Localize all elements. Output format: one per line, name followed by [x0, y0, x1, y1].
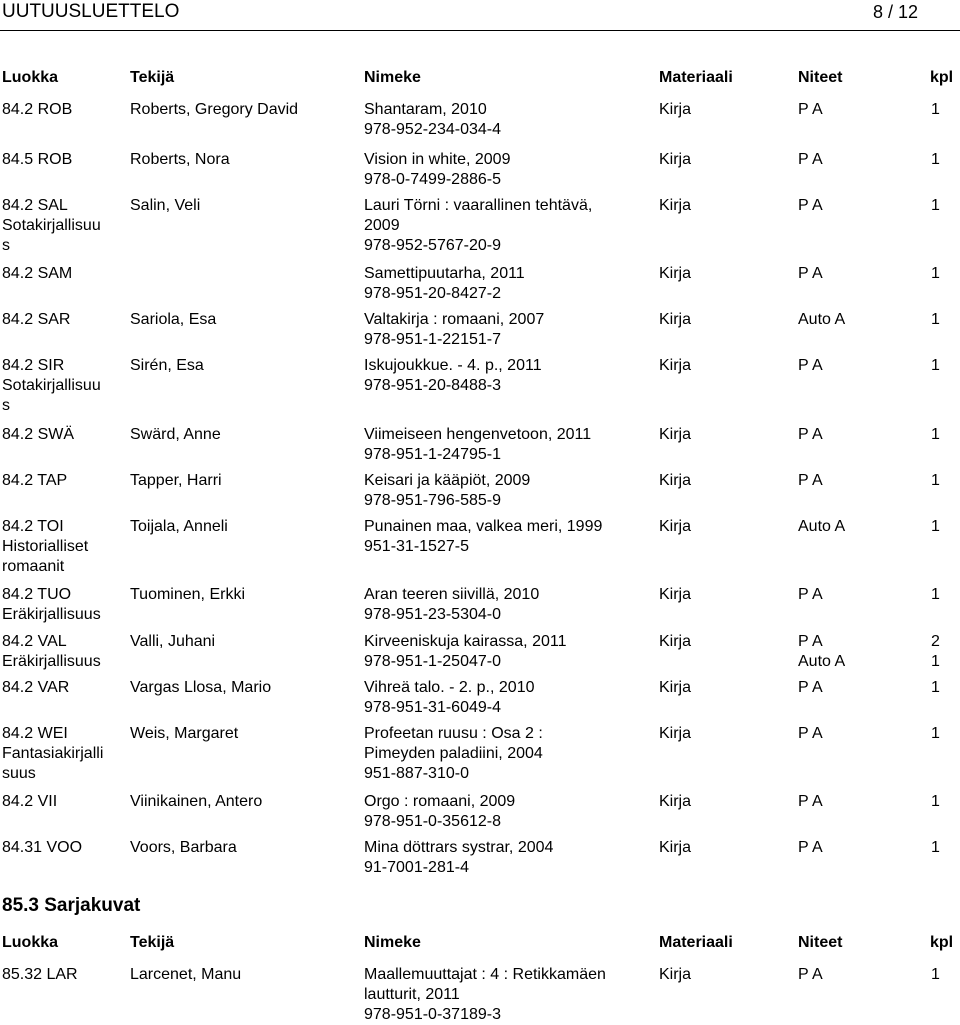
niteet-cell-line: P A: [798, 357, 823, 374]
niteet-cell: [798, 264, 823, 284]
luokka-cell: [2, 425, 74, 445]
nimeke-cell-line: 978-951-1-22151-7: [364, 331, 501, 348]
luokka-cell-line: s: [2, 237, 10, 254]
tekija-cell: [130, 632, 215, 652]
nimeke-cell-line: 91-7001-281-4: [364, 859, 469, 876]
nimeke-cell: [364, 356, 542, 396]
materiaali-cell: [659, 150, 691, 170]
tekija-cell: [130, 517, 228, 537]
kpl-cell-line: 1: [931, 311, 940, 328]
nimeke-cell: [364, 632, 566, 672]
niteet-cell-line: P A: [798, 839, 823, 856]
niteet-cell-line: P A: [798, 725, 823, 742]
niteet-cell-line: P A: [798, 151, 823, 168]
nimeke-cell: [364, 196, 592, 256]
luokka-cell: [2, 678, 69, 698]
nimeke-cell-line: 978-951-1-24795-1: [364, 446, 501, 463]
luokka-cell: [2, 471, 67, 491]
kpl-cell-line: 1: [931, 839, 940, 856]
luokka-cell-line: 84.2 TAP: [2, 472, 68, 489]
niteet-cell: [798, 471, 823, 491]
luokka-cell-line: 84.2 SIR: [2, 357, 65, 374]
materiaali-cell-line: Kirja: [659, 311, 692, 328]
materiaali-cell-line: Kirja: [659, 966, 692, 983]
page-header: [0, 0, 960, 24]
nimeke-cell-line: Mina döttrars systrar, 2004: [364, 839, 554, 856]
niteet-cell-line: P A: [798, 633, 823, 650]
kpl-cell: [931, 965, 940, 985]
materiaali-cell: [659, 264, 691, 284]
luokka-cell: [2, 100, 72, 120]
materiaali-cell-line: Kirja: [659, 101, 692, 118]
luokka-cell: [2, 965, 78, 985]
materiaali-cell: [659, 471, 691, 491]
tekija-cell-line: Viinikainen, Antero: [130, 793, 263, 810]
tekija-cell: [130, 310, 216, 330]
nimeke-cell-line: 978-951-20-8488-3: [364, 377, 501, 394]
niteet-cell: [798, 678, 823, 698]
niteet-cell-line: P A: [798, 197, 823, 214]
col-kpl: kpl: [930, 69, 954, 86]
tekija-cell-line: Larcenet, Manu: [130, 966, 242, 983]
luokka-cell: [2, 196, 101, 256]
luokka-cell: [2, 792, 57, 812]
column-header-row: [0, 68, 960, 88]
niteet-cell-line: P A: [798, 793, 823, 810]
niteet-cell: [798, 100, 823, 120]
kpl-cell: [931, 196, 940, 216]
nimeke-cell-line: Aran teeren siivillä, 2010: [364, 586, 540, 603]
tekija-cell: [130, 965, 241, 985]
niteet-cell: [798, 724, 823, 744]
tekija-cell: [130, 792, 262, 812]
luokka-cell-line: 84.2 ROB: [2, 101, 73, 118]
nimeke-cell-line: 978-952-234-034-4: [364, 121, 501, 138]
kpl-cell-line: 1: [931, 426, 940, 443]
luokka-cell-line: 84.5 ROB: [2, 151, 73, 168]
tekija-cell: [130, 150, 230, 170]
nimeke-cell-line: Punainen maa, valkea meri, 1999: [364, 518, 603, 535]
luokka-cell-line: 84.2 TUO: [2, 586, 72, 603]
materiaali-cell: [659, 196, 691, 216]
materiaali-cell: [659, 517, 691, 537]
luokka-cell-line: Historialliset: [2, 538, 89, 555]
kpl-cell: [931, 678, 940, 698]
luokka-cell-line: Sotakirjallisuu: [2, 377, 101, 394]
kpl-cell-line: 1: [931, 197, 940, 214]
niteet-cell: [798, 838, 823, 858]
col-kpl: kpl: [930, 934, 954, 951]
col-niteet: Niteet: [798, 69, 843, 86]
luokka-cell: [2, 838, 82, 858]
kpl-cell-line: 1: [931, 472, 940, 489]
luokka-cell-line: 84.2 VII: [2, 793, 58, 810]
nimeke-cell: [364, 792, 515, 832]
nimeke-cell: [364, 678, 534, 718]
niteet-cell: [798, 965, 823, 985]
page-number: 8 / 12: [872, 2, 918, 22]
nimeke-cell-line: Keisari ja kääpiöt, 2009: [364, 472, 531, 489]
kpl-cell-line: 1: [931, 265, 940, 282]
nimeke-cell: [364, 310, 544, 350]
kpl-cell: [931, 356, 940, 376]
kpl-cell: [931, 425, 940, 445]
kpl-cell: [931, 792, 940, 812]
materiaali-cell-line: Kirja: [659, 518, 692, 535]
luokka-cell-line: 84.2 WEI: [2, 725, 68, 742]
nimeke-cell-line: Valtakirja : romaani, 2007: [364, 311, 545, 328]
nimeke-cell: [364, 150, 510, 190]
nimeke-cell-line: 951-31-1527-5: [364, 538, 469, 555]
tekija-cell-line: Valli, Juhani: [130, 633, 216, 650]
materiaali-cell-line: Kirja: [659, 679, 692, 696]
niteet-cell-line: P A: [798, 679, 823, 696]
tekija-cell: [130, 196, 200, 216]
nimeke-cell-line: Vision in white, 2009: [364, 151, 511, 168]
luokka-cell-line: 84.2 SWÄ: [2, 426, 75, 443]
document-title: UUTUUSLUETTELO: [2, 1, 180, 22]
luokka-cell-line: 84.2 SAR: [2, 311, 71, 328]
materiaali-cell-line: Kirja: [659, 265, 692, 282]
kpl-cell: [931, 310, 940, 330]
materiaali-cell: [659, 585, 691, 605]
nimeke-cell-line: Kirveeniskuja kairassa, 2011: [364, 633, 567, 650]
col-niteet: Niteet: [798, 934, 843, 951]
niteet-cell: [798, 792, 823, 812]
tekija-cell: [130, 471, 222, 491]
tekija-cell-line: Swärd, Anne: [130, 426, 221, 443]
col-materiaali: Materiaali: [659, 69, 733, 86]
luokka-cell-line: Eräkirjallisuus: [2, 606, 101, 623]
nimeke-cell: [364, 264, 525, 304]
materiaali-cell: [659, 792, 691, 812]
nimeke-cell-line: 978-951-31-6049-4: [364, 699, 501, 716]
kpl-cell: [931, 517, 940, 537]
nimeke-cell-line: 978-951-1-25047-0: [364, 653, 501, 670]
tekija-cell-line: Salin, Veli: [130, 197, 201, 214]
tekija-cell-line: Sariola, Esa: [130, 311, 217, 328]
luokka-cell-line: 84.31 VOO: [2, 839, 83, 856]
luokka-cell-line: s: [2, 397, 10, 414]
niteet-cell-line: Auto A: [798, 311, 846, 328]
luokka-cell-line: 85.32 LAR: [2, 966, 78, 983]
luokka-cell: [2, 632, 101, 672]
nimeke-cell-line: 978-951-0-37189-3: [364, 1006, 501, 1023]
materiaali-cell: [659, 100, 691, 120]
nimeke-cell-line: Vihreä talo. - 2. p., 2010: [364, 679, 535, 696]
col-nimeke: Nimeke: [364, 934, 421, 951]
tekija-cell-line: Tapper, Harri: [130, 472, 222, 489]
kpl-cell-line: 1: [931, 101, 940, 118]
nimeke-cell-line: 978-951-23-5304-0: [364, 606, 501, 623]
kpl-cell-line: 1: [931, 679, 940, 696]
kpl-cell-line: 1: [931, 586, 940, 603]
tekija-cell: [130, 356, 204, 376]
kpl-cell-line: 1: [931, 793, 940, 810]
niteet-cell: [798, 585, 823, 605]
nimeke-cell-line: Shantaram, 2010: [364, 101, 487, 118]
kpl-cell: [931, 632, 940, 672]
kpl-cell: [931, 838, 940, 858]
luokka-cell: [2, 356, 101, 416]
luokka-cell-line: 84.2 SAM: [2, 265, 73, 282]
nimeke-cell: [364, 724, 543, 784]
niteet-cell: [798, 356, 823, 376]
tekija-cell: [130, 585, 245, 605]
materiaali-cell: [659, 356, 691, 376]
niteet-cell: [798, 425, 823, 445]
col-tekija: Tekijä: [130, 934, 175, 951]
materiaali-cell-line: Kirja: [659, 357, 692, 374]
tekija-cell-line: Vargas Llosa, Mario: [130, 679, 272, 696]
tekija-cell-line: Weis, Margaret: [130, 725, 239, 742]
col-luokka: Luokka: [2, 934, 59, 951]
luokka-cell: [2, 724, 103, 784]
materiaali-cell: [659, 965, 691, 985]
niteet-cell-line: P A: [798, 586, 823, 603]
col-nimeke: Nimeke: [364, 69, 421, 86]
kpl-cell: [931, 150, 940, 170]
luokka-cell-line: suus: [2, 765, 36, 782]
col-luokka: Luokka: [2, 69, 59, 86]
kpl-cell-line: 2: [931, 633, 940, 650]
kpl-cell-line: 1: [931, 966, 940, 983]
materiaali-cell: [659, 310, 691, 330]
luokka-cell: [2, 585, 101, 625]
luokka-cell-line: 84.2 SAL: [2, 197, 68, 214]
nimeke-cell-line: Profeetan ruusu : Osa 2 :: [364, 725, 543, 742]
luokka-cell-line: Fantasiakirjalli: [2, 745, 104, 762]
luokka-cell: [2, 150, 72, 170]
nimeke-cell-line: 951-887-310-0: [364, 765, 469, 782]
nimeke-cell-line: 2009: [364, 217, 400, 234]
nimeke-cell-line: Orgo : romaani, 2009: [364, 793, 516, 810]
tekija-cell: [130, 678, 271, 698]
nimeke-cell: [364, 965, 606, 1025]
nimeke-cell: [364, 585, 539, 625]
kpl-cell-line: 1: [931, 725, 940, 742]
kpl-cell: [931, 724, 940, 744]
kpl-cell-line: 1: [931, 151, 940, 168]
materiaali-cell: [659, 838, 691, 858]
materiaali-cell: [659, 425, 691, 445]
col-tekija: Tekijä: [130, 69, 175, 86]
tekija-cell: [130, 838, 237, 858]
niteet-cell: [798, 517, 845, 537]
materiaali-cell-line: Kirja: [659, 197, 692, 214]
nimeke-cell: [364, 517, 602, 557]
header-rule: [0, 30, 960, 31]
kpl-cell-line: 1: [931, 357, 940, 374]
nimeke-cell-line: 978-951-20-8427-2: [364, 285, 501, 302]
tekija-cell: [130, 425, 221, 445]
tekija-cell-line: Tuominen, Erkki: [130, 586, 245, 603]
kpl-cell: [931, 264, 940, 284]
nimeke-cell-line: Maallemuuttajat : 4 : Retikkamäen: [364, 966, 606, 983]
luokka-cell-line: 84.2 VAR: [2, 679, 70, 696]
nimeke-cell: [364, 100, 501, 140]
materiaali-cell: [659, 678, 691, 698]
niteet-cell-line: Auto A: [798, 653, 846, 670]
nimeke-cell-line: Lauri Törni : vaarallinen tehtävä,: [364, 197, 593, 214]
luokka-cell-line: Sotakirjallisuu: [2, 217, 101, 234]
materiaali-cell-line: Kirja: [659, 725, 692, 742]
nimeke-cell-line: Pimeyden paladiini, 2004: [364, 745, 543, 762]
tekija-cell-line: Voors, Barbara: [130, 839, 237, 856]
materiaali-cell-line: Kirja: [659, 472, 692, 489]
niteet-cell-line: P A: [798, 966, 823, 983]
niteet-cell-line: P A: [798, 426, 823, 443]
tekija-cell-line: Toijala, Anneli: [130, 518, 228, 535]
nimeke-cell: [364, 425, 591, 465]
luokka-cell: [2, 264, 72, 284]
luokka-cell: [2, 310, 70, 330]
nimeke-cell-line: 978-0-7499-2886-5: [364, 171, 501, 188]
niteet-cell: [798, 150, 823, 170]
tekija-cell-line: Roberts, Gregory David: [130, 101, 299, 118]
nimeke-cell: [364, 471, 530, 511]
tekija-cell: [130, 724, 238, 744]
tekija-cell-line: Roberts, Nora: [130, 151, 230, 168]
luokka-cell-line: 84.2 VAL: [2, 633, 67, 650]
materiaali-cell: [659, 724, 691, 744]
nimeke-cell: [364, 838, 553, 878]
nimeke-cell-line: 978-952-5767-20-9: [364, 237, 501, 254]
materiaali-cell-line: Kirja: [659, 633, 692, 650]
col-materiaali: Materiaali: [659, 934, 733, 951]
section-title: 85.3 Sarjakuvat: [2, 895, 141, 916]
niteet-cell-line: P A: [798, 265, 823, 282]
niteet-cell: [798, 310, 845, 330]
luokka-cell: [2, 517, 88, 577]
column-header-row-2: [0, 933, 960, 953]
materiaali-cell-line: Kirja: [659, 151, 692, 168]
materiaali-cell-line: Kirja: [659, 793, 692, 810]
nimeke-cell-line: 978-951-796-585-9: [364, 492, 501, 509]
niteet-cell: [798, 196, 823, 216]
luokka-cell-line: Eräkirjallisuus: [2, 653, 101, 670]
materiaali-cell-line: Kirja: [659, 426, 692, 443]
nimeke-cell-line: lautturit, 2011: [364, 986, 460, 1003]
niteet-cell: [798, 632, 845, 672]
kpl-cell-line: 1: [931, 518, 940, 535]
kpl-cell-line: 1: [931, 653, 940, 670]
tekija-cell-line: Sirén, Esa: [130, 357, 204, 374]
materiaali-cell-line: Kirja: [659, 839, 692, 856]
luokka-cell-line: 84.2 TOI: [2, 518, 64, 535]
kpl-cell: [931, 471, 940, 491]
nimeke-cell-line: Viimeiseen hengenvetoon, 2011: [364, 426, 592, 443]
nimeke-cell-line: Iskujoukkue. - 4. p., 2011: [364, 357, 542, 374]
niteet-cell-line: P A: [798, 472, 823, 489]
kpl-cell: [931, 100, 940, 120]
niteet-cell-line: P A: [798, 101, 823, 118]
tekija-cell: [130, 100, 298, 120]
materiaali-cell: [659, 632, 691, 652]
materiaali-cell-line: Kirja: [659, 586, 692, 603]
nimeke-cell-line: 978-951-0-35612-8: [364, 813, 501, 830]
nimeke-cell-line: Samettipuutarha, 2011: [364, 265, 525, 282]
kpl-cell: [931, 585, 940, 605]
luokka-cell-line: romaanit: [2, 558, 65, 575]
niteet-cell-line: Auto A: [798, 518, 846, 535]
